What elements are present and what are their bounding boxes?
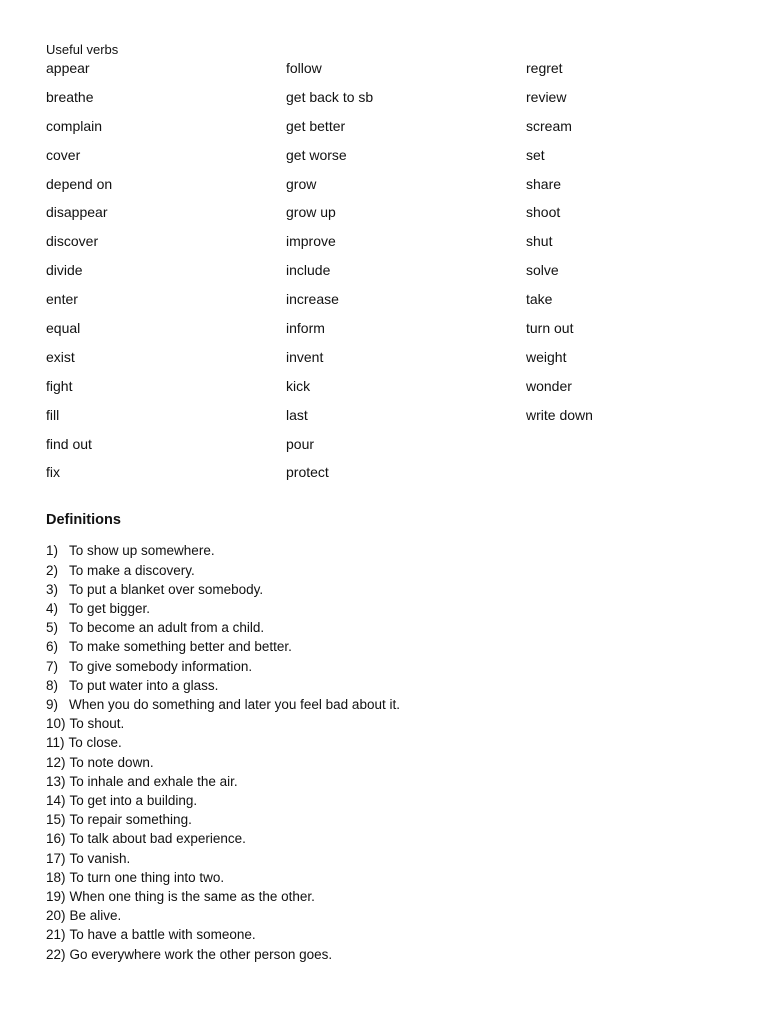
definition-item bbox=[46, 599, 726, 618]
definition-item bbox=[46, 561, 726, 580]
verb-item: protect bbox=[286, 464, 329, 481]
definition-number: 7) bbox=[46, 658, 59, 674]
definition-text: To note down. bbox=[69, 754, 154, 770]
definition-item bbox=[46, 887, 726, 906]
verb-item: find out bbox=[46, 435, 92, 452]
definition-text: To show up somewhere. bbox=[69, 543, 215, 559]
verb-item: shut bbox=[526, 233, 553, 250]
verb-item: exist bbox=[46, 348, 75, 365]
definition-item bbox=[46, 618, 726, 637]
verb-item: pour bbox=[286, 435, 315, 452]
definition-number: 2) bbox=[46, 562, 59, 578]
definition-number: 15) bbox=[46, 812, 66, 828]
verb-item: share bbox=[526, 175, 562, 192]
verb-item: weight bbox=[526, 348, 567, 365]
verb-item: solve bbox=[526, 262, 559, 279]
verb-item: inform bbox=[286, 320, 325, 337]
definition-item bbox=[46, 945, 726, 964]
definition-item bbox=[46, 657, 726, 676]
definition-item bbox=[46, 849, 726, 868]
verb-item: increase bbox=[286, 291, 339, 308]
verb-item: complain bbox=[46, 117, 103, 134]
definition-item bbox=[46, 714, 726, 733]
verb-item: turn out bbox=[526, 320, 574, 337]
verb-item: regret bbox=[526, 60, 563, 76]
verb-item: equal bbox=[46, 320, 81, 337]
definition-text: To turn one thing into two. bbox=[69, 869, 225, 885]
definition-text: To shout. bbox=[69, 716, 125, 732]
definition-number: 1) bbox=[46, 543, 59, 559]
definition-number: 21) bbox=[46, 927, 66, 943]
definition-text: To inhale and exhale the air. bbox=[69, 773, 238, 789]
definition-text: To get bigger. bbox=[69, 600, 151, 616]
definition-number: 20) bbox=[46, 908, 66, 924]
definition-number: 17) bbox=[46, 850, 66, 866]
definition-number: 11) bbox=[46, 735, 65, 751]
definition-text: To close. bbox=[68, 735, 122, 751]
definition-text: To repair something. bbox=[69, 812, 192, 828]
definition-text: To make a discovery. bbox=[69, 562, 195, 578]
definition-item bbox=[46, 906, 726, 925]
definition-text: Be alive. bbox=[69, 908, 122, 924]
verb-item: enter bbox=[46, 291, 78, 308]
verb-item: wonder bbox=[526, 377, 572, 394]
definition-item bbox=[46, 772, 726, 791]
verb-column-1 bbox=[46, 59, 286, 492]
definition-item bbox=[46, 925, 726, 944]
verb-item: get worse bbox=[286, 146, 347, 163]
verb-item: breathe bbox=[46, 88, 94, 105]
definition-item bbox=[46, 733, 726, 752]
definition-text: To give somebody information. bbox=[69, 658, 253, 674]
definition-number: 14) bbox=[46, 793, 66, 808]
definition-number: 16) bbox=[46, 831, 66, 847]
definition-text: To become an adult from a child. bbox=[69, 620, 265, 636]
verb-item: set bbox=[526, 146, 545, 163]
verb-column-2 bbox=[286, 59, 526, 492]
definition-text: To put a blanket over somebody. bbox=[69, 581, 264, 597]
definition-text: To talk about bad experience. bbox=[69, 831, 246, 847]
verb-item: grow up bbox=[286, 204, 336, 221]
definition-number: 6) bbox=[46, 639, 59, 655]
verb-item: last bbox=[286, 406, 308, 423]
definition-text: When you do something and later you feel bad about it. bbox=[69, 696, 400, 712]
definition-item bbox=[46, 676, 726, 695]
definition-item bbox=[46, 695, 726, 714]
useful-verbs-label: Useful verbs bbox=[46, 42, 119, 57]
verb-item: take bbox=[526, 291, 553, 308]
definitions-heading: Definitions bbox=[46, 512, 121, 529]
verb-item: fill bbox=[46, 406, 60, 423]
definition-number: 18) bbox=[46, 869, 66, 885]
definition-number: 4) bbox=[46, 600, 59, 616]
definition-number: 8) bbox=[46, 677, 59, 693]
verb-item: write down bbox=[526, 406, 593, 423]
definition-item bbox=[46, 753, 726, 772]
verb-item: scream bbox=[526, 117, 572, 134]
verb-item: discover bbox=[46, 233, 99, 250]
verb-item: grow bbox=[286, 175, 317, 192]
document-page bbox=[46, 42, 726, 964]
verb-item: divide bbox=[46, 262, 83, 279]
definition-number: 22) bbox=[46, 946, 66, 962]
definition-number: 5) bbox=[46, 620, 59, 636]
verb-item: appear bbox=[46, 60, 90, 76]
definition-number: 9) bbox=[46, 696, 59, 712]
definition-text: To get into a building. bbox=[69, 793, 198, 808]
verb-item: follow bbox=[286, 60, 322, 76]
definition-item bbox=[46, 541, 726, 560]
verb-grid bbox=[46, 59, 726, 492]
definitions-list bbox=[46, 541, 726, 963]
verb-item: cover bbox=[46, 146, 81, 163]
verb-item: invent bbox=[286, 348, 324, 365]
definition-item bbox=[46, 829, 726, 848]
definition-item bbox=[46, 791, 726, 810]
verb-item: get better bbox=[286, 117, 346, 134]
verb-item: disappear bbox=[46, 204, 108, 221]
verb-item: review bbox=[526, 88, 567, 105]
verb-item: fix bbox=[46, 464, 60, 481]
verb-item: shoot bbox=[526, 204, 561, 221]
definition-number: 10) bbox=[46, 716, 66, 732]
definition-item bbox=[46, 810, 726, 829]
definition-number: 13) bbox=[46, 773, 66, 789]
verb-item: fight bbox=[46, 377, 73, 394]
definition-text: To have a battle with someone. bbox=[69, 927, 256, 943]
verb-item: kick bbox=[286, 377, 311, 394]
verb-column-3 bbox=[526, 59, 726, 492]
definition-item bbox=[46, 868, 726, 887]
verb-item: depend on bbox=[46, 175, 113, 192]
verb-item: improve bbox=[286, 233, 336, 250]
definition-item bbox=[46, 637, 726, 656]
definition-number: 3) bbox=[46, 581, 59, 597]
verb-item: get back to sb bbox=[286, 88, 374, 105]
definition-item bbox=[46, 580, 726, 599]
definition-number: 12) bbox=[46, 754, 66, 770]
definition-text: When one thing is the same as the other. bbox=[69, 889, 315, 905]
definition-text: Go everywhere work the other person goes. bbox=[69, 946, 333, 962]
verb-item: include bbox=[286, 262, 331, 279]
definition-number: 19) bbox=[46, 889, 66, 905]
definition-text: To put water into a glass. bbox=[69, 677, 219, 693]
definition-text: To make something better and better. bbox=[69, 639, 292, 655]
definition-text: To vanish. bbox=[69, 850, 131, 866]
